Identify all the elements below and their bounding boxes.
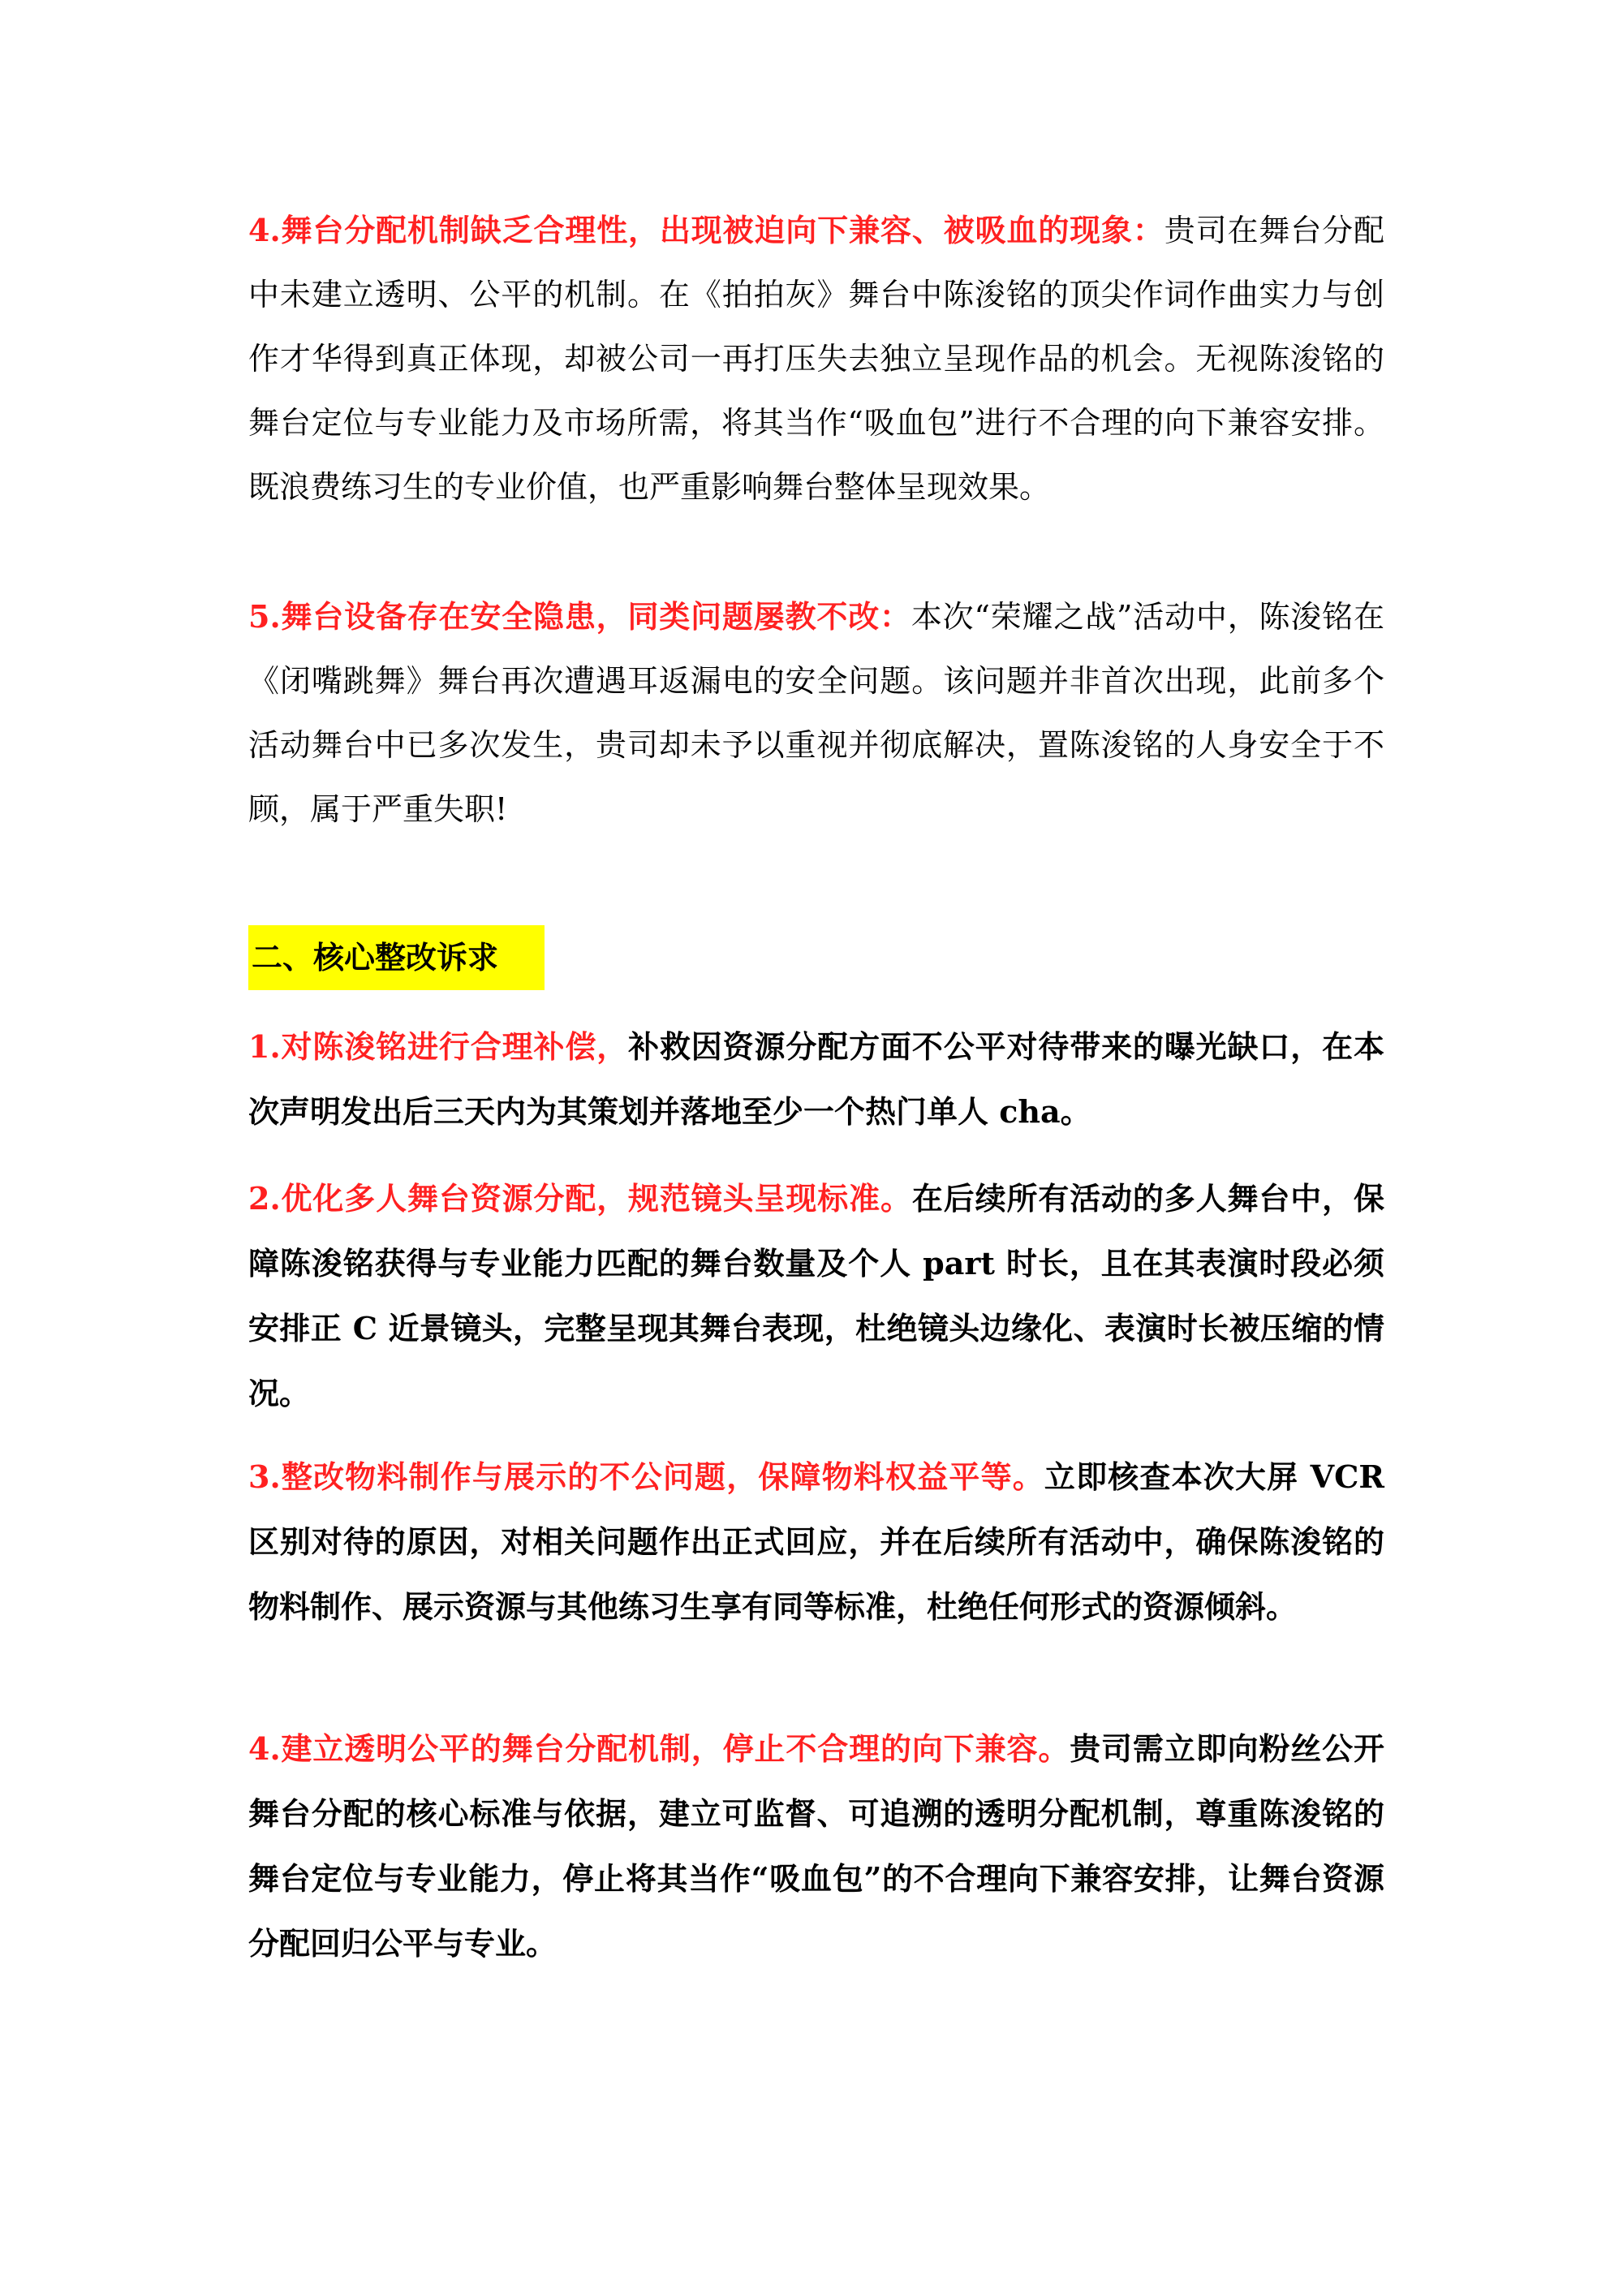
request-1-heading: 1.对陈浚铭进行合理补偿， <box>248 1028 629 1065</box>
issue-4-heading: 4.舞台分配机制缺乏合理性，出现被迫向下兼容、被吸血的现象： <box>248 212 1165 248</box>
request-3-heading: 3.整改物料制作与展示的不公问题，保障物料权益平等。 <box>248 1458 1044 1495</box>
issue-paragraph-5 <box>248 584 1384 842</box>
request-paragraph-2 <box>248 1166 1384 1426</box>
issue-5-heading: 5.舞台设备存在安全隐患，同类问题屡教不改： <box>248 598 911 635</box>
request-2-heading: 2.优化多人舞台资源分配，规范镜头呈现标准。 <box>248 1180 912 1217</box>
request-1-body: 补救因资源分配方面不公平对待带来的曝光缺口，在本次声明发出后三天内为其策划并落地至少一个热门单人 cha。 <box>248 1028 1385 1130</box>
request-paragraph-1 <box>248 1014 1384 1144</box>
section-heading-core-requests: 二、核心整改诉求 <box>248 925 545 990</box>
request-paragraph-3 <box>248 1445 1384 1639</box>
request-2-body: 在后续所有活动的多人舞台中，保障陈浚铭获得与专业能力匹配的舞台数量及个人 part 时长，且在其表演时段必须安排正 C 近景镜头，完整呈现其舞台表现，杜绝镜头边缘化、表演时长被压缩的情况。 <box>248 1180 1384 1411</box>
request-4-body: 贵司需立即向粉丝公开舞台分配的核心标准与依据，建立可监督、可追溯的透明分配机制，尊重陈浚铭的舞台定位与专业能力，停止将其当作“吸血包”的不合理向下兼容安排，让舞台资源分配回归公平与专业。 <box>248 1730 1384 1962</box>
request-paragraph-4 <box>248 1717 1384 1976</box>
request-4-heading: 4.建立透明公平的舞台分配机制，停止不合理的向下兼容。 <box>248 1730 1070 1767</box>
issue-paragraph-4 <box>248 198 1384 519</box>
issue-5-body: 本次“荣耀之战”活动中，陈浚铭在《闭嘴跳舞》舞台再次遭遇耳返漏电的安全问题。该问题并非首次出现，此前多个活动舞台中已多次发生，贵司却未予以重视并彻底解决，置陈浚铭的人身安全于不顾，属于严重失职! <box>248 599 1384 827</box>
issue-4-body: 贵司在舞台分配中未建立透明、公平的机制。在《拍拍灰》舞台中陈浚铭的顶尖作词作曲实力与创作才华得到真正体现，却被公司一再打压失去独立呈现作品的机会。无视陈浚铭的舞台定位与专业能力及市场所需，将其当作“吸血包”进行不合理的向下兼容安排。既浪费练习生的专业价值，也严重影响舞台整体呈现效果。 <box>248 213 1384 505</box>
request-3-body: 立即核查本次大屏 VCR 区别对待的原因，对相关问题作出正式回应，并在后续所有活动中，确保陈浚铭的物料制作、展示资源与其他练习生享有同等标准，杜绝任何形式的资源倾斜。 <box>248 1458 1384 1625</box>
